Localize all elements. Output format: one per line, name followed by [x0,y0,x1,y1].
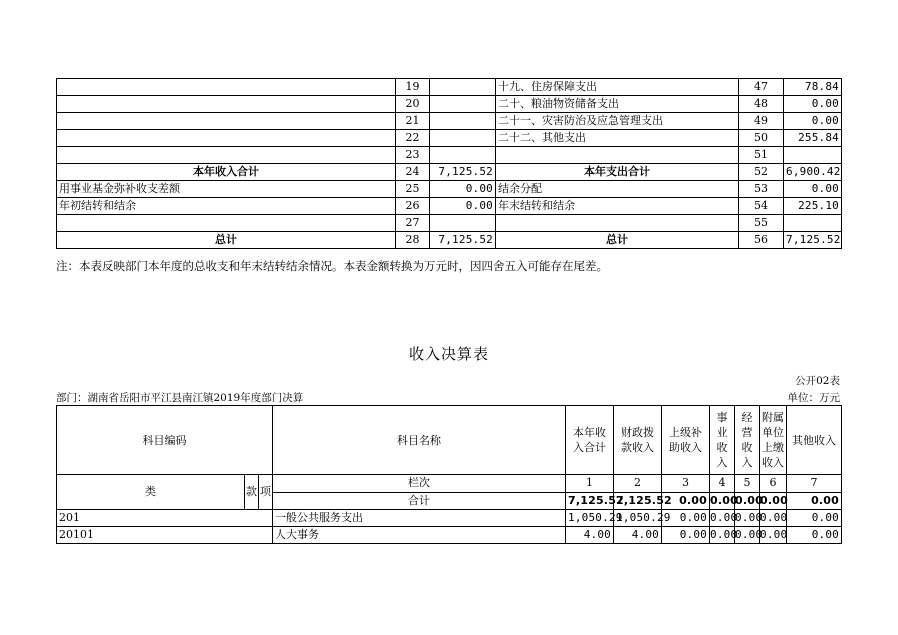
income-table [56,405,842,544]
left-row-number: 22 [396,130,430,147]
header-operating: 经营收入 [735,406,760,475]
header-lanci: 栏次 [273,475,566,493]
left-amount: 0.00 [430,198,496,215]
header-name: 科目名称 [273,406,566,475]
table-row [57,96,842,113]
table-row [57,147,842,164]
cell-value: 4.00 [614,527,662,544]
right-amount: 0.00 [784,181,842,198]
header-lei: 类 [57,475,245,510]
right-item-label: 二十一、灾害防治及应急管理支出 [496,113,739,130]
col-number: 1 [566,475,614,493]
cell-value: 4.00 [566,527,614,544]
summary-table [56,78,842,249]
table-row [57,510,842,527]
left-amount [430,130,496,147]
table-row [57,181,842,198]
left-item-label [57,96,396,113]
row-name: 合计 [273,492,566,510]
header-business: 事业收入 [710,406,735,475]
left-amount [430,147,496,164]
cell-value: 0.00 [787,492,842,510]
header-total-income: 本年收入合计 [566,406,614,475]
left-row-number: 19 [396,79,430,96]
right-row-number: 50 [739,130,784,147]
header-superior-subsidy: 上级补助收入 [662,406,710,475]
table-row [57,79,842,96]
row-code: 201 [57,510,273,527]
right-amount: 0.00 [784,113,842,130]
cell-value: 0.00 [735,492,760,510]
table-note: 注：本表反映部门本年度的总收支和年末结转结余情况。本表金额转换为万元时，因四舍五入可能存在尾差。 [56,259,608,273]
cell-value: 0.00 [662,510,710,527]
left-amount [430,96,496,113]
department-label: 部门：湖南省岳阳市平江县南江镇2019年度部门决算 [56,392,304,404]
right-amount: 6,900.42 [784,164,842,181]
table-row [57,198,842,215]
col-number: 4 [710,475,735,493]
right-amount: 78.84 [784,79,842,96]
left-amount: 0.00 [430,181,496,198]
right-row-number: 47 [739,79,784,96]
left-row-number: 28 [396,232,430,249]
row-name: 人大事务 [273,527,566,544]
cell-value: 0.00 [760,492,787,510]
right-item-label [496,147,739,164]
cell-value: 0.00 [662,492,710,510]
left-row-number: 24 [396,164,430,181]
header-xiang: 项 [259,475,273,510]
left-row-number: 21 [396,113,430,130]
right-row-number: 52 [739,164,784,181]
col-number: 6 [760,475,787,493]
cell-value: 1,050.29 [566,510,614,527]
right-item-label: 二十二、其他支出 [496,130,739,147]
cell-value: 7,125.52 [566,492,614,510]
cell-value: 7,125.52 [614,492,662,510]
right-amount: 7,125.52 [784,232,842,249]
table-row [57,232,842,249]
header-affiliated: 附属单位上缴收入 [760,406,787,475]
right-item-label: 本年支出合计 [496,164,739,181]
right-row-number: 54 [739,198,784,215]
left-item-label [57,147,396,164]
right-item-label: 二十、粮油物资储备支出 [496,96,739,113]
header-code: 科目编码 [57,406,273,475]
right-item-label: 十九、住房保障支出 [496,79,739,96]
header-kuan: 款 [245,475,259,510]
right-item-label [496,215,739,232]
table-row [57,164,842,181]
row-name: 一般公共服务支出 [273,510,566,527]
left-item-label [57,130,396,147]
col-number: 7 [787,475,842,493]
right-amount [784,215,842,232]
left-item-label [57,215,396,232]
left-amount [430,215,496,232]
cell-value: 0.00 [662,527,710,544]
left-row-number: 23 [396,147,430,164]
col-number: 3 [662,475,710,493]
table-row [57,130,842,147]
left-item-label: 总计 [57,232,396,249]
left-item-label [57,113,396,130]
row-code: 20101 [57,527,273,544]
table-row [57,215,842,232]
cell-value: 0.00 [710,527,735,544]
left-row-number: 20 [396,96,430,113]
col-number: 5 [735,475,760,493]
left-item-label [57,79,396,96]
right-row-number: 51 [739,147,784,164]
cell-value: 0.00 [735,510,760,527]
form-code: 公开02表 [795,375,840,387]
right-row-number: 55 [739,215,784,232]
col-number: 2 [614,475,662,493]
cell-value: 0.00 [735,527,760,544]
header-fiscal: 财政拨款收入 [614,406,662,475]
right-item-label: 年末结转和结余 [496,198,739,215]
left-item-label: 用事业基金弥补收支差额 [57,181,396,198]
left-amount: 7,125.52 [430,164,496,181]
right-item-label: 总计 [496,232,739,249]
unit-label: 单位：万元 [787,392,840,404]
right-row-number: 48 [739,96,784,113]
left-amount [430,79,496,96]
right-amount: 225.10 [784,198,842,215]
header-other: 其他收入 [787,406,842,475]
left-row-number: 27 [396,215,430,232]
cell-value: 0.00 [710,492,735,510]
table-row [57,527,842,544]
right-amount: 255.84 [784,130,842,147]
left-row-number: 25 [396,181,430,198]
cell-value: 0.00 [760,527,787,544]
right-row-number: 53 [739,181,784,198]
left-row-number: 26 [396,198,430,215]
cell-value: 0.00 [710,510,735,527]
table-row [57,113,842,130]
right-item-label: 结余分配 [496,181,739,198]
page-title: 收入决算表 [408,345,489,363]
cell-value: 0.00 [760,510,787,527]
left-item-label: 年初结转和结余 [57,198,396,215]
right-row-number: 49 [739,113,784,130]
left-amount [430,113,496,130]
left-item-label: 本年收入合计 [57,164,396,181]
cell-value: 1,050.29 [614,510,662,527]
right-amount: 0.00 [784,96,842,113]
right-amount [784,147,842,164]
cell-value: 0.00 [787,510,842,527]
right-row-number: 56 [739,232,784,249]
left-amount: 7,125.52 [430,232,496,249]
cell-value: 0.00 [787,527,842,544]
